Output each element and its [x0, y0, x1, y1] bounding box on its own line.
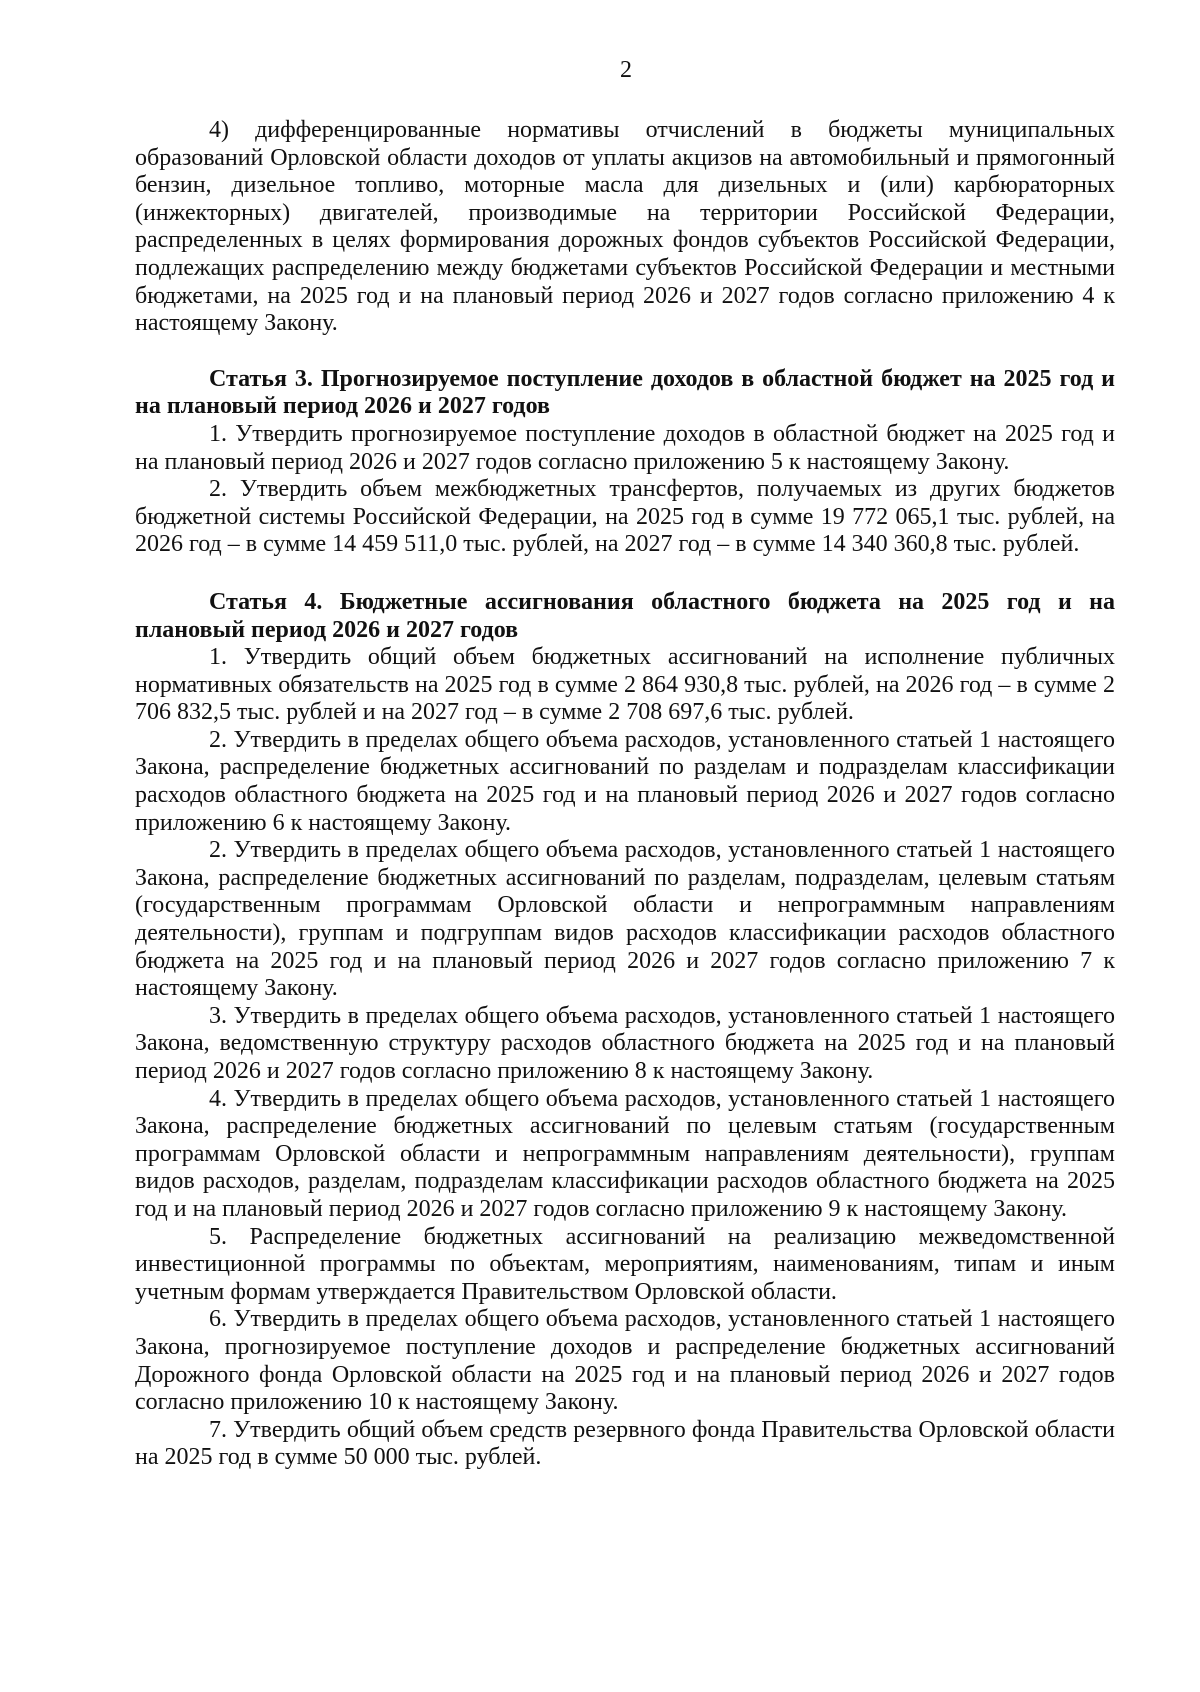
article-4-paragraph: 6. Утвердить в пределах общего объема расходов, установленного статьей 1 настоящего Закона, прогнозируемое поступление доходов и распределение бюджетных ассигнований Дорожного фонда Орловской области на 2025 год и на плановый период 2026 и 2027 годов согласно приложению 10 к настоящему Закону. — [135, 1306, 1115, 1416]
article-4-paragraph: 4. Утвердить в пределах общего объема расходов, установленного статьей 1 настоящего Закона, распределение бюджетных ассигнований по целевым статьям (государственным программам Орловской области и непрограммным направлениям деятельности), группам видов расходов, разделам, подразделам классификации расходов областного бюджета на 2025 год и на плановый период 2026 и 2027 годов согласно приложению 9 к настоящему Закону. — [135, 1085, 1115, 1222]
article-4-paragraph: 3. Утвердить в пределах общего объема расходов, установленного статьей 1 настоящего Закона, ведомственную структуру расходов областного бюджета на 2025 год и на плановый период 2026 и 2027 годов согласно приложению 8 к настоящему Закону. — [135, 1002, 1115, 1084]
article-4-paragraph: 1. Утвердить общий объем бюджетных ассигнований на исполнение публичных нормативных обязательств на 2025 год в сумме 2 864 930,8 тыс. рублей, на 2026 год – в сумме 2 706 832,5 тыс. рублей и на 2027 год – в сумме 2 708 697,6 тыс. рублей. — [135, 644, 1115, 726]
article-4-paragraph: 7. Утвердить общий объем средств резервного фонда Правительства Орловской области на 2025 год в сумме 50 000 тыс. рублей. — [135, 1416, 1115, 1471]
article-3-heading: Статья 3. Прогнозируемое поступление доходов в областной бюджет на 2025 год и на плановый период 2026 и 2027 годов — [135, 365, 1115, 420]
intro-item-paragraph: 4) дифференцированные нормативы отчислений в бюджеты муниципальных образований Орловской области доходов от уплаты акцизов на автомобильный и прямогонный бензин, дизельное топливо, моторные масла для дизельных и (или) карбюраторных (инжекторных) двигателей, производимые на территории Российской Федерации, распределенных в целях формирования дорожных фондов субъектов Российской Федерации, подлежащих распределению между бюджетами субъектов Российской Федерации и местными бюджетами, на 2025 год и на плановый период 2026 и 2027 годов согласно приложению 4 к настоящему Закону. — [135, 117, 1115, 337]
article-4-paragraph: 2. Утвердить в пределах общего объема расходов, установленного статьей 1 настоящего Закона, распределение бюджетных ассигнований по разделам и подразделам классификации расходов областного бюджета на 2025 год и на плановый период 2026 и 2027 годов согласно приложению 6 к настоящему Закону. — [135, 726, 1115, 836]
article-4-heading: Статья 4. Бюджетные ассигнования областного бюджета на 2025 год и на плановый период 2026 и 2027 годов — [135, 588, 1115, 643]
article-3-paragraph: 2. Утвердить объем межбюджетных трансфертов, получаемых из других бюджетов бюджетной системы Российской Федерации, на 2025 год в сумме 19 772 065,1 тыс. рублей, на 2026 год – в сумме 14 459 511,0 тыс. рублей, на 2027 год – в сумме 14 340 360,8 тыс. рублей. — [135, 476, 1115, 558]
article-3-paragraph: 1. Утвердить прогнозируемое поступление доходов в областной бюджет на 2025 год и на плановый период 2026 и 2027 годов согласно приложению 5 к настоящему Закону. — [135, 420, 1115, 475]
article-4-paragraph: 2. Утвердить в пределах общего объема расходов, установленного статьей 1 настоящего Закона, распределение бюджетных ассигнований по разделам, подразделам, целевым статьям (государственным программам Орловской области и непрограммным направлениям деятельности), группам и подгруппам видов расходов классификации расходов областного бюджета на 2025 год и на плановый период 2026 и 2027 годов согласно приложению 7 к настоящему Закону. — [135, 837, 1115, 1002]
document-body — [135, 117, 1115, 1472]
article-4-paragraph: 5. Распределение бюджетных ассигнований на реализацию межведомственной инвестиционной программы по объектам, мероприятиям, наименованиям, типам и иным учетным формам утверждается Правительством Орловской области. — [135, 1223, 1115, 1305]
page-number: 2 — [620, 57, 632, 83]
